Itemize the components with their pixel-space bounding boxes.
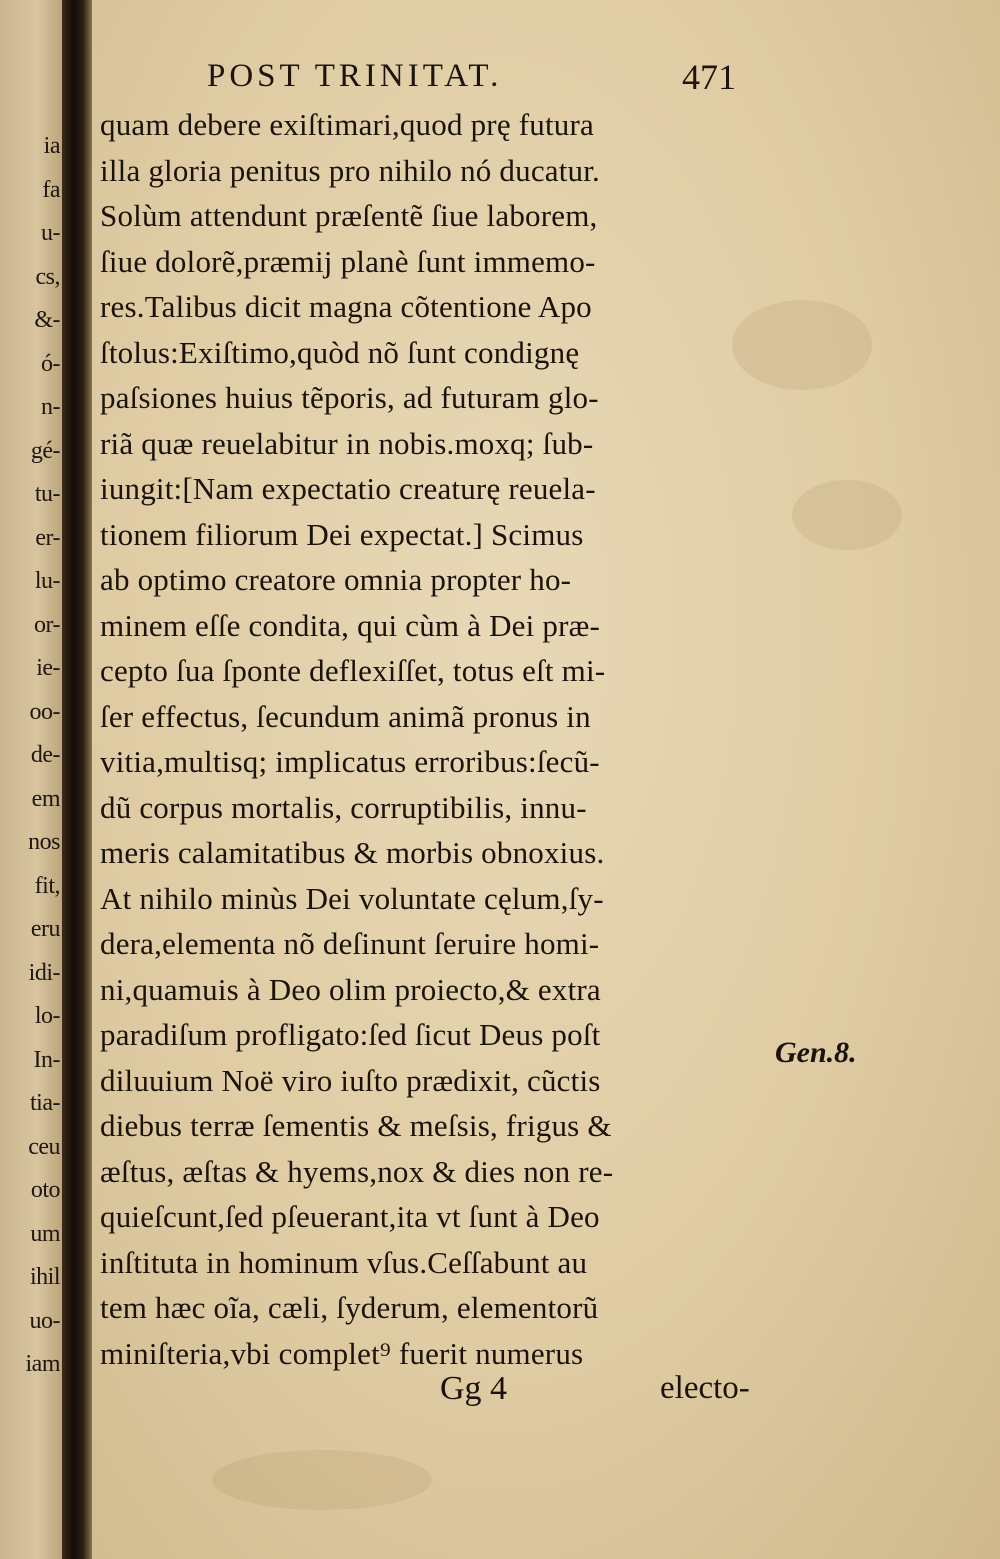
left-page-fragment: ó- [41, 350, 60, 377]
text-line: quieſcunt,ſed pſeuerant,ita vt ſunt à Deo [100, 1199, 600, 1234]
left-page-fragment: lo- [34, 1003, 60, 1029]
left-page-fragment: or- [33, 611, 60, 638]
text-line: riã quæ reuelabitur in nobis.moxq; ſub- [100, 425, 594, 461]
left-page-fragment: gé- [30, 437, 60, 464]
text-line: ſtolus:Exiſtimo,quòd nõ ſunt condignę [100, 334, 580, 370]
text-line: meris calamitatibus & morbis obnoxius. [100, 835, 605, 870]
left-page-fragment: ia [43, 133, 60, 159]
text-line: quam debere exiſtimari,quod prę futura [100, 107, 594, 142]
left-facing-page [0, 0, 62, 1559]
left-page-fragment: &- [34, 307, 60, 333]
left-page-fragment: uo- [29, 1307, 60, 1334]
left-page-fragment: ceu [28, 1133, 60, 1160]
body-text [100, 102, 780, 1376]
left-page-fragment: oo- [29, 698, 60, 725]
page-header [112, 58, 802, 98]
text-line: At nihilo minùs Dei voluntate cęlum,ſy- [100, 880, 604, 916]
paper-stain [212, 1450, 432, 1510]
text-line: æſtus, æſtas & hyems,nox & dies non re- [100, 1153, 614, 1189]
text-line: inſtituta in hominum vſus.Ceſſabunt au [100, 1244, 588, 1280]
left-page-fragment: oto [30, 1177, 60, 1203]
text-line: ſiue dolorẽ,præmij planè ſunt immemo- [100, 243, 596, 279]
left-page-fragment: lu- [34, 568, 60, 594]
text-line: Solùm attendunt præſentẽ ſiue laborem, [100, 198, 598, 233]
left-page-fragment: er- [35, 524, 60, 551]
left-page-fragment: nos [28, 829, 60, 855]
left-page-fragment: tu- [34, 481, 60, 507]
text-line: ab optimo creatore omnia propter ho- [100, 562, 572, 597]
text-line: minem eſſe condita, qui cùm à Dei præ- [100, 607, 601, 643]
page-footer [100, 1370, 780, 1420]
margin-note: Gen.8. [775, 1036, 857, 1069]
left-page-fragment: fit, [34, 872, 60, 899]
left-page-fragment: em [31, 785, 60, 812]
text-line: res.Talibus dicit magna cõtentione Apo [100, 289, 592, 324]
left-page-fragment: tia- [30, 1090, 60, 1116]
text-line: dũ corpus mortalis, corruptibilis, innu- [100, 789, 587, 825]
text-line: iungit:[Nam expectatio creaturę reuela- [100, 471, 596, 506]
text-line: diluuium Noë viro iuſto prædixit, cũctis [100, 1062, 601, 1098]
text-line: tionem filiorum Dei expectat.] Scimus [100, 516, 584, 552]
left-page-fragment: fa [42, 176, 60, 203]
left-page-fragment: ie- [36, 655, 60, 681]
text-line: dera,elementa nõ deſinunt ſeruire homi- [100, 926, 600, 961]
left-page-fragment: idi- [28, 959, 60, 986]
running-head: POST TRINITAT. [207, 58, 503, 94]
text-line: ſer effectus, ſecundum animã pronus in [100, 698, 591, 734]
text-line: tem hæc oĩa, cæli, ſyderum, elementorũ [100, 1290, 599, 1325]
text-line: illa gloria penitus pro nihilo nó ducatur. [100, 152, 601, 188]
text-line: vitia,multisq; implicatus erroribus:ſecũ- [100, 744, 600, 779]
page-number: 471 [682, 57, 736, 97]
book-gutter [62, 0, 92, 1559]
left-page-fragment: u- [41, 220, 60, 246]
paper-stain [792, 480, 902, 550]
left-page-fragment: de- [30, 742, 60, 768]
text-line: paradiſum profligato:ſed ſicut Deus poſt [100, 1017, 601, 1052]
text-line: miniſteria,vbi complet⁹ fuerit numerus [100, 1335, 584, 1371]
catchword: electo- [660, 1370, 750, 1406]
left-page-fragment: eru [30, 916, 60, 942]
text-line: cepto ſua ſponte deflexiſſet, totus eſt mi- [100, 653, 606, 688]
left-page-fragment: ihil [29, 1264, 60, 1290]
text-line: diebus terræ ſementis & meſsis, frigus & [100, 1108, 612, 1143]
left-page-fragment: cs, [35, 263, 60, 290]
left-page-fragment: iam [25, 1351, 60, 1377]
text-line: paſsiones huius tẽporis, ad futuram glo- [100, 380, 599, 415]
left-page-fragment: In- [33, 1046, 60, 1073]
left-page-fragment: um [30, 1220, 60, 1247]
signature-mark: Gg 4 [440, 1370, 508, 1407]
text-line: ni,quamuis à Deo olim proiecto,& extra [100, 971, 601, 1007]
left-page-fragment: n- [41, 394, 60, 420]
